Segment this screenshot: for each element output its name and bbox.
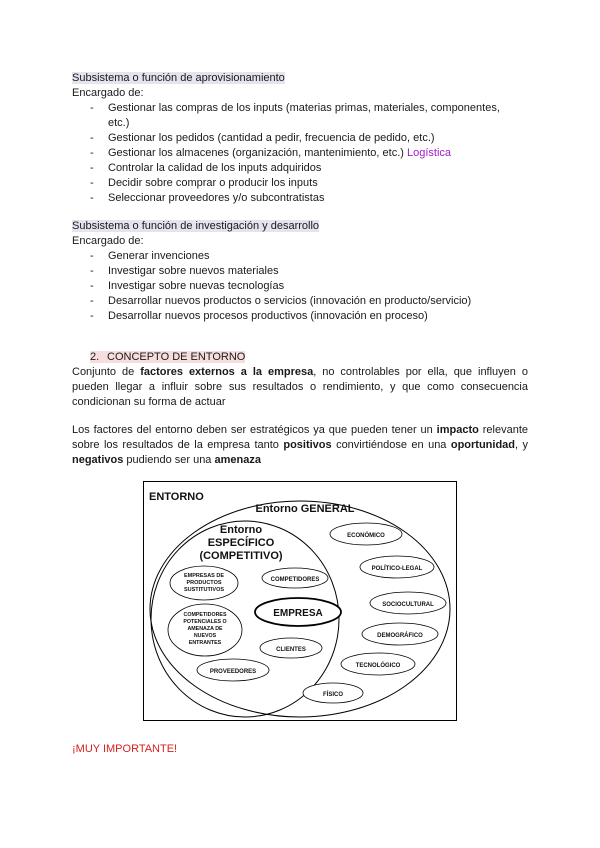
- list-item-continuation: etc.): [108, 117, 130, 129]
- list-item: - Generar invenciones: [90, 250, 210, 262]
- logistica-link[interactable]: Logística: [406, 147, 452, 159]
- section-heading-aprovisionamiento: Subsistema o función de aprovisionamiento: [72, 72, 285, 84]
- concepto-paragraph-1: Conjunto de factores externos a la empresa, no controlables por ella, que influyen o pueden llegar a influir sobre sus resultados o rendimiento, y que como consecuencia condicionan su forma de actuar: [72, 366, 528, 408]
- label-empresa: EMPRESA: [273, 608, 323, 619]
- list-item: - Gestionar las compras de los inputs (materias primas, materiales, componentes,: [90, 102, 500, 114]
- label-entorno: ENTORNO: [149, 491, 204, 503]
- label-especifico-1: Entorno: [219, 524, 263, 536]
- aprovisionamiento-list: [72, 101, 532, 206]
- label-economico: ECONÓMICO: [347, 533, 385, 539]
- list-item: - Seleccionar proveedores y/o subcontratistas: [90, 192, 325, 204]
- label-politico: POLÍTICO-LEGAL: [371, 566, 423, 572]
- label-potenciales-4: NUEVOS: [193, 633, 217, 639]
- list-item: - Gestionar los almacenes (organización, mantenimiento, etc.) Logística: [90, 147, 452, 159]
- label-competidores: COMPETIDORES: [270, 577, 320, 583]
- list-item: - Desarrollar nuevos productos o servicios (innovación en producto/servicio): [90, 295, 472, 307]
- list-item: - Investigar sobre nuevos materiales: [90, 265, 279, 277]
- list-item: - Desarrollar nuevos procesos productivos (innovación en proceso): [90, 310, 428, 322]
- label-especifico-2: ESPECÍFICO: [207, 537, 275, 549]
- list-item: - Controlar la calidad de los inputs adquiridos: [90, 162, 322, 174]
- concepto-paragraph-2: Los factores del entorno deben ser estratégicos ya que pueden tener un impacto relevante sobre los resultados de la empresa tanto positivos convirtiéndose en una oportunidad, y negativos pudiendo ser una amenaza: [72, 424, 528, 466]
- label-demografico: DEMOGRÁFICO: [377, 633, 423, 639]
- label-especifico-3: (COMPETITIVO): [199, 550, 283, 562]
- list-item: - Decidir sobre comprar o producir los inputs: [90, 177, 318, 189]
- label-sociocultural: SOCIOCULTURAL: [382, 602, 434, 608]
- investigacion-list: [72, 249, 532, 324]
- section-heading-concepto: 2. CONCEPTO DE ENTORNO: [90, 351, 246, 363]
- list-item: - Gestionar los pedidos (cantidad a pedir, frecuencia de pedido, etc.): [90, 132, 435, 144]
- label-sustitutivos-1: EMPRESAS DE: [183, 573, 225, 579]
- important-note: ¡MUY IMPORTANTE!: [72, 743, 178, 755]
- label-potenciales-2: POTENCIALES O: [183, 619, 227, 625]
- label-entorno-general: Entorno GENERAL: [255, 503, 355, 515]
- label-proveedores: PROVEEDORES: [209, 669, 257, 675]
- label-potenciales-1: COMPETIDORES: [183, 612, 227, 618]
- intro-text: Encargado de:: [72, 87, 144, 99]
- label-tecnologico: TECNOLÓGICO: [355, 663, 401, 669]
- label-clientes: CLIENTES: [276, 647, 306, 653]
- label-fisico: FÍSICO: [322, 692, 344, 698]
- section-heading-investigacion: Subsistema o función de investigación y desarrollo: [72, 220, 320, 232]
- list-item: - Investigar sobre nuevas tecnologías: [90, 280, 285, 292]
- label-potenciales-5: ENTRANTES: [188, 640, 222, 646]
- label-potenciales-3: AMENAZA DE: [187, 626, 223, 632]
- label-sustitutivos-2: PRODUCTOS: [186, 580, 222, 586]
- intro-text: Encargado de:: [72, 235, 144, 247]
- label-sustitutivos-3: SUSTITUTIVOS: [183, 587, 225, 593]
- entorno-diagram: [143, 481, 457, 721]
